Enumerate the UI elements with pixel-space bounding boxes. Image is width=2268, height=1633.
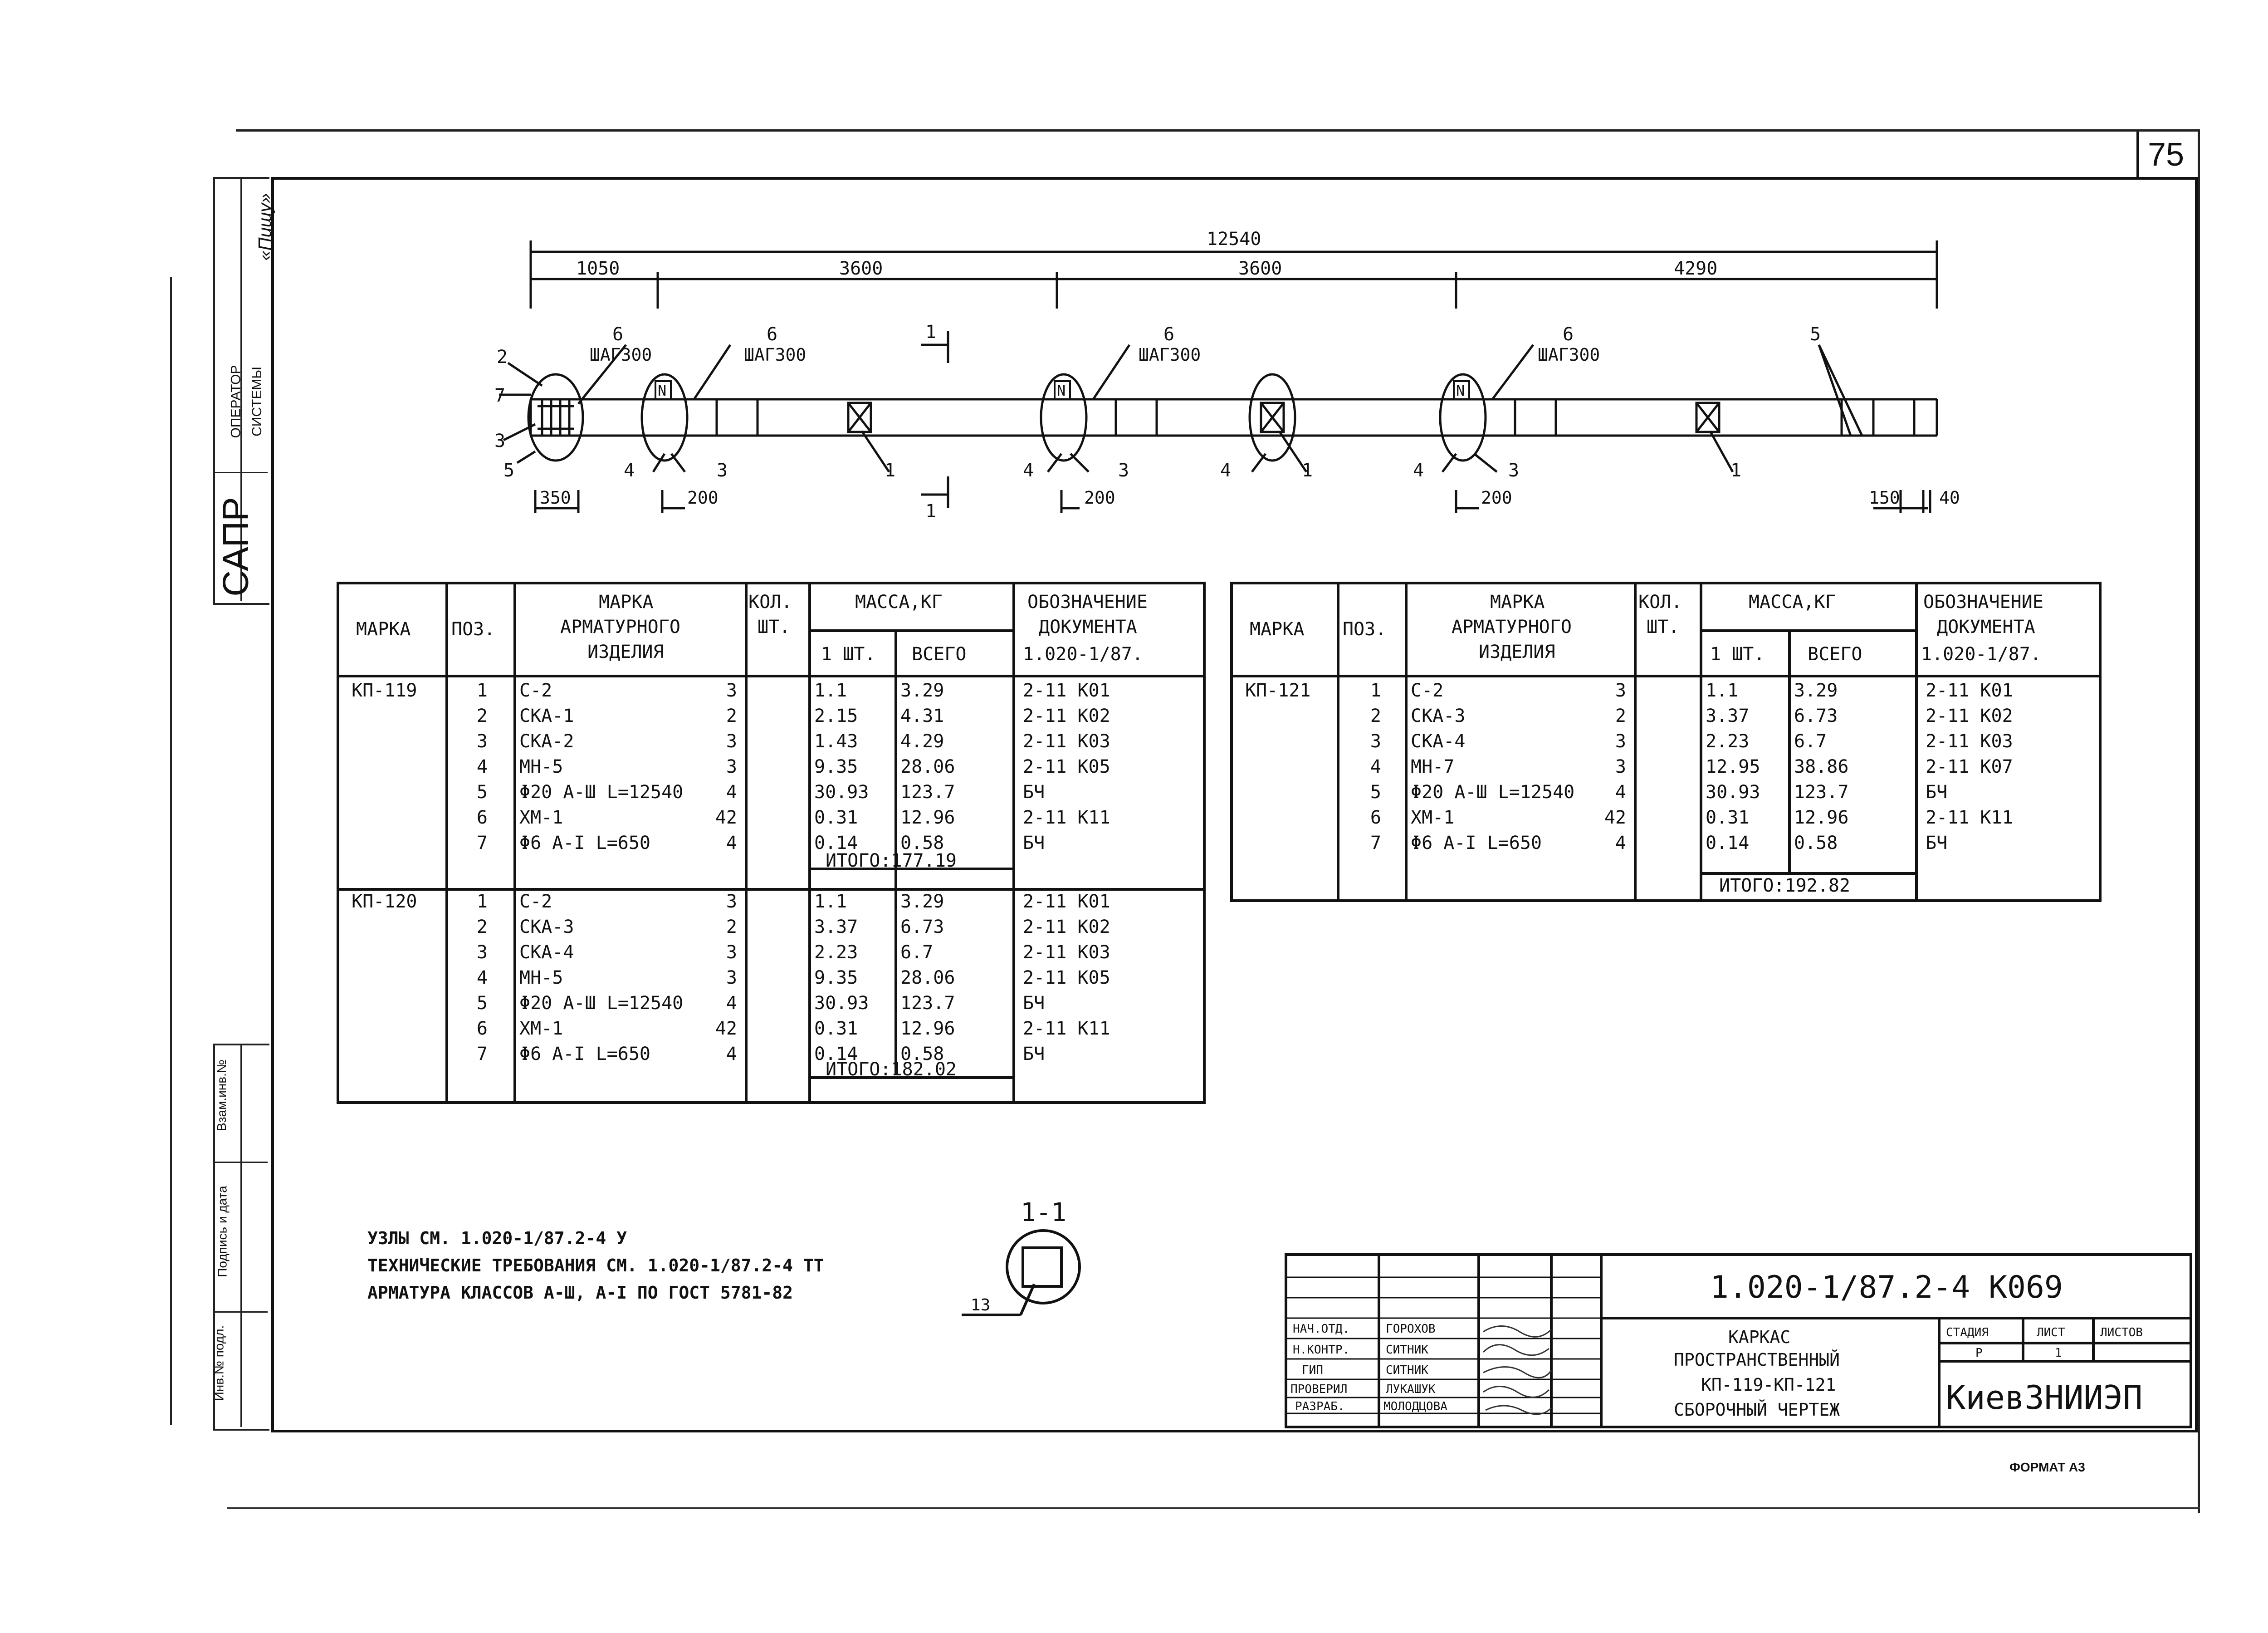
tb-name-line1: КАРКАС bbox=[1728, 1327, 1791, 1347]
dim-total: 12540 bbox=[1207, 229, 1261, 250]
hdr-massall-r: ВСЕГО bbox=[1808, 644, 1862, 665]
row-item: Φ6 А-I L=650 bbox=[519, 833, 650, 853]
dim-200-b: 200 bbox=[1084, 488, 1115, 508]
row-doc: 2-11 К02 bbox=[1023, 706, 1110, 726]
row-item: ХМ-1 bbox=[1411, 807, 1455, 828]
dim-3600-b: 3600 bbox=[1238, 258, 1282, 279]
side-stamp-operator: ОПЕРАТОР bbox=[228, 365, 244, 438]
row-mass-one: 30.93 bbox=[814, 782, 869, 803]
row-item: Φ20 А-Ш L=12540 bbox=[519, 993, 684, 1014]
row-mass-total: 12.96 bbox=[900, 807, 955, 828]
hdr-doc1-r: ОБОЗНАЧЕНИЕ bbox=[1923, 592, 2043, 613]
row-pos: 1 bbox=[476, 891, 488, 912]
tb-role-0: НАЧ.ОТД. bbox=[1293, 1322, 1350, 1336]
row-doc: БЧ bbox=[1023, 1044, 1045, 1064]
row-mass-one: 9.35 bbox=[814, 756, 858, 777]
hdr-qty2-r: ШТ. bbox=[1647, 617, 1680, 638]
row-pos: 6 bbox=[1370, 807, 1381, 828]
row-pos: 7 bbox=[476, 833, 488, 853]
side-stamp-podp: Подпись и дата bbox=[215, 1186, 230, 1277]
pos-1-c: 1 bbox=[1730, 460, 1742, 481]
section-mark-bottom: 1 bbox=[925, 501, 937, 522]
pos-1-b: 1 bbox=[1302, 460, 1313, 481]
row-mass-one: 1.1 bbox=[814, 891, 847, 912]
row-qty: 4 bbox=[1615, 833, 1626, 853]
sheet-number: 75 bbox=[2148, 137, 2185, 173]
hdr-massall-l: ВСЕГО bbox=[912, 644, 967, 665]
side-stamp-inv: Инв.№ подл. bbox=[212, 1325, 226, 1401]
row-mass-one: 0.14 bbox=[1706, 833, 1750, 853]
row-qty: 42 bbox=[715, 807, 737, 828]
row-qty: 42 bbox=[715, 1018, 737, 1039]
row-mass-total: 0.58 bbox=[1794, 833, 1838, 853]
row-qty: 3 bbox=[1615, 756, 1626, 777]
row-item: СКА-3 bbox=[519, 917, 574, 937]
tb-role-3: ПРОВЕРИЛ bbox=[1290, 1383, 1348, 1396]
row-qty: 42 bbox=[1604, 807, 1626, 828]
pos-6-d: 6 bbox=[1563, 324, 1574, 345]
row-doc: 2-11 К02 bbox=[1926, 706, 2013, 726]
hdr-item2-r: АРМАТУРНОГО bbox=[1452, 617, 1572, 638]
row-pos: 1 bbox=[476, 680, 488, 701]
dim-40: 40 bbox=[1939, 488, 1960, 508]
tb-stage: Р bbox=[1975, 1346, 1983, 1360]
row-mass-total: 28.06 bbox=[900, 967, 955, 988]
tb-name-0: ГОРОХОВ bbox=[1386, 1322, 1436, 1336]
tb-role-1: Н.КОНТР. bbox=[1293, 1343, 1350, 1357]
row-item: СКА-3 bbox=[1411, 706, 1466, 726]
row-qty: 3 bbox=[726, 942, 737, 963]
tb-name-1: СИТНИК bbox=[1386, 1343, 1428, 1357]
hdr-marka-r: МАРКА bbox=[1250, 619, 1305, 640]
row-doc: 2-11 К03 bbox=[1926, 731, 2013, 752]
row-mass-total: 123.7 bbox=[900, 782, 955, 803]
row-pos: 1 bbox=[1370, 680, 1381, 701]
block-marka: КП-121 bbox=[1245, 680, 1311, 701]
section-mark-top: 1 bbox=[925, 322, 937, 343]
row-pos: 4 bbox=[476, 756, 488, 777]
row-mass-one: 2.15 bbox=[814, 706, 858, 726]
note-line-3: АРМАТУРА КЛАССОВ А-Ш, А-I ПО ГОСТ 5781-82 bbox=[367, 1283, 793, 1303]
row-mass-total: 3.29 bbox=[900, 891, 944, 912]
pos-7: 7 bbox=[494, 385, 506, 406]
row-qty: 3 bbox=[726, 756, 737, 777]
row-qty: 3 bbox=[726, 967, 737, 988]
row-doc: 2-11 К11 bbox=[1023, 807, 1110, 828]
note-line-1: УЗЛЫ СМ. 1.020-1/87.2-4 У bbox=[367, 1228, 627, 1248]
row-item: ХМ-1 bbox=[519, 1018, 563, 1039]
row-mass-one: 2.23 bbox=[1706, 731, 1750, 752]
hdr-mass-r: МАССА,КГ bbox=[1749, 592, 1836, 613]
row-pos: 2 bbox=[476, 706, 488, 726]
hdr-doc2-r: ДОКУМЕНТА bbox=[1937, 617, 2035, 638]
hdr-mass1-r: 1 ШТ. bbox=[1710, 644, 1765, 665]
hdr-doc2-l: ДОКУМЕНТА bbox=[1039, 617, 1137, 638]
row-mass-total: 4.31 bbox=[900, 706, 944, 726]
row-qty: 4 bbox=[1615, 782, 1626, 803]
row-doc: 2-11 К03 bbox=[1023, 942, 1110, 963]
row-doc: БЧ bbox=[1023, 993, 1045, 1014]
note-line-2: ТЕХНИЧЕСКИЕ ТРЕБОВАНИЯ СМ. 1.020-1/87.2-4 ТТ bbox=[367, 1255, 824, 1275]
row-item: ХМ-1 bbox=[519, 807, 563, 828]
pos-1-a: 1 bbox=[885, 460, 896, 481]
pos-3-a: 3 bbox=[494, 431, 506, 451]
row-doc: БЧ bbox=[1023, 782, 1045, 803]
n-mark-c: N bbox=[1456, 382, 1465, 399]
row-mass-one: 0.31 bbox=[814, 1018, 858, 1039]
row-mass-total: 6.73 bbox=[900, 917, 944, 937]
row-pos: 6 bbox=[476, 1018, 488, 1039]
row-mass-one: 0.14 bbox=[814, 833, 858, 853]
row-pos: 5 bbox=[476, 782, 488, 803]
dim-4290: 4290 bbox=[1674, 258, 1718, 279]
row-item: С-2 bbox=[519, 891, 552, 912]
pos-3-d: 3 bbox=[1508, 460, 1520, 481]
dim-200-c: 200 bbox=[1481, 488, 1512, 508]
tb-code: 1.020-1/87.2-4 К069 bbox=[1710, 1270, 2063, 1305]
row-doc: 2-11 К01 bbox=[1023, 891, 1110, 912]
row-doc: БЧ bbox=[1926, 833, 1948, 853]
row-pos: 3 bbox=[1370, 731, 1381, 752]
row-qty: 3 bbox=[726, 680, 737, 701]
row-qty: 2 bbox=[726, 917, 737, 937]
n-mark-a: N bbox=[658, 382, 667, 399]
row-mass-one: 3.37 bbox=[1706, 706, 1750, 726]
pos-4-d: 4 bbox=[1413, 460, 1424, 481]
step-b: ШАГ300 bbox=[744, 345, 807, 365]
row-doc: 2-11 К11 bbox=[1023, 1018, 1110, 1039]
pos-3-c: 3 bbox=[1118, 460, 1129, 481]
tb-name-line4: СБОРОЧНЫЙ ЧЕРТЕЖ bbox=[1674, 1400, 1840, 1420]
row-doc: 2-11 К02 bbox=[1023, 917, 1110, 937]
sheet-bottom-line bbox=[227, 1507, 2200, 1509]
row-item: МН-7 bbox=[1411, 756, 1455, 777]
row-qty: 3 bbox=[726, 891, 737, 912]
pos-4-c: 4 bbox=[1220, 460, 1232, 481]
dim-3600-a: 3600 bbox=[839, 258, 883, 279]
row-pos: 2 bbox=[1370, 706, 1381, 726]
row-qty: 4 bbox=[726, 1044, 737, 1064]
row-item: С-2 bbox=[1411, 680, 1444, 701]
section-title: 1-1 bbox=[1021, 1198, 1067, 1227]
row-pos: 7 bbox=[1370, 833, 1381, 853]
row-doc: БЧ bbox=[1926, 782, 1948, 803]
row-mass-total: 28.06 bbox=[900, 756, 955, 777]
row-mass-total: 38.86 bbox=[1794, 756, 1849, 777]
n-mark-b: N bbox=[1057, 382, 1066, 399]
row-pos: 2 bbox=[476, 917, 488, 937]
hdr-item3-r: ИЗДЕЛИЯ bbox=[1479, 642, 1555, 662]
row-qty: 3 bbox=[1615, 731, 1626, 752]
dim-350: 350 bbox=[540, 488, 571, 508]
row-pos: 7 bbox=[476, 1044, 488, 1064]
step-c: ШАГ300 bbox=[1139, 345, 1201, 365]
tb-role-2: ГИП bbox=[1302, 1363, 1323, 1377]
row-mass-one: 0.31 bbox=[814, 807, 858, 828]
row-mass-total: 12.96 bbox=[1794, 807, 1849, 828]
row-pos: 4 bbox=[476, 967, 488, 988]
row-mass-total: 3.29 bbox=[1794, 680, 1838, 701]
hdr-item3-l: ИЗДЕЛИЯ bbox=[587, 642, 664, 662]
row-item: МН-5 bbox=[519, 967, 563, 988]
hdr-qty1-l: КОЛ. bbox=[748, 592, 792, 613]
pos-6-c: 6 bbox=[1163, 324, 1175, 345]
row-doc: 2-11 К07 bbox=[1926, 756, 2013, 777]
row-qty: 4 bbox=[726, 833, 737, 853]
tb-name-line2: ПРОСТРАНСТВЕННЫЙ bbox=[1674, 1350, 1840, 1370]
row-item: Φ20 А-Ш L=12540 bbox=[519, 782, 684, 803]
block-total: ИТОГО:182.02 bbox=[826, 1059, 957, 1080]
tb-name-2: СИТНИК bbox=[1386, 1363, 1428, 1377]
hdr-doc1-l: ОБОЗНАЧЕНИЕ bbox=[1027, 592, 1148, 613]
row-mass-one: 1.1 bbox=[1706, 680, 1739, 701]
row-mass-one: 1.43 bbox=[814, 731, 858, 752]
row-qty: 3 bbox=[1615, 680, 1626, 701]
row-item: СКА-4 bbox=[1411, 731, 1466, 752]
row-qty: 2 bbox=[1615, 706, 1626, 726]
row-mass-one: 30.93 bbox=[1706, 782, 1760, 803]
row-item: Φ6 А-I L=650 bbox=[1411, 833, 1542, 853]
side-stamp-system: СИСТЕМЫ bbox=[249, 367, 264, 436]
row-mass-total: 12.96 bbox=[900, 1018, 955, 1039]
hdr-item1-r: МАРКА bbox=[1490, 592, 1545, 613]
hdr-qty1-r: КОЛ. bbox=[1638, 592, 1682, 613]
tb-role-4: РАЗРАБ. bbox=[1295, 1400, 1345, 1413]
pos-5-b: 5 bbox=[1810, 324, 1821, 345]
block-total: ИТОГО:177.19 bbox=[826, 850, 957, 871]
side-stamp-signature: «Пишу» bbox=[255, 193, 275, 261]
row-mass-one: 0.31 bbox=[1706, 807, 1750, 828]
hdr-marka-l: МАРКА bbox=[356, 619, 411, 640]
row-item: МН-5 bbox=[519, 756, 563, 777]
hdr-item2-l: АРМАТУРНОГО bbox=[560, 617, 680, 638]
row-pos: 5 bbox=[476, 993, 488, 1014]
block-marka: КП-119 bbox=[352, 680, 417, 701]
row-mass-total: 6.7 bbox=[900, 942, 934, 963]
hdr-qty2-l: ШТ. bbox=[758, 617, 791, 638]
row-item: СКА-4 bbox=[519, 942, 574, 963]
row-doc: 2-11 К03 bbox=[1023, 731, 1110, 752]
row-mass-total: 123.7 bbox=[1794, 782, 1849, 803]
tb-name-line3: КП-119-КП-121 bbox=[1701, 1375, 1836, 1395]
row-pos: 6 bbox=[476, 807, 488, 828]
section-label: 13 bbox=[971, 1296, 991, 1314]
sheet-format: ФОРМАТ А3 bbox=[2009, 1460, 2085, 1474]
tb-name-4: МОЛОДЦОВА bbox=[1383, 1400, 1447, 1413]
row-item: Φ20 А-Ш L=12540 bbox=[1411, 782, 1575, 803]
row-qty: 4 bbox=[726, 782, 737, 803]
row-qty: 3 bbox=[726, 731, 737, 752]
row-pos: 4 bbox=[1370, 756, 1381, 777]
row-doc: 2-11 К01 bbox=[1926, 680, 2013, 701]
dim-1050: 1050 bbox=[576, 258, 620, 279]
row-mass-one: 3.37 bbox=[814, 917, 858, 937]
row-mass-total: 4.29 bbox=[900, 731, 944, 752]
row-doc: 2-11 К05 bbox=[1023, 967, 1110, 988]
row-mass-one: 2.23 bbox=[814, 942, 858, 963]
block-total: ИТОГО:192.82 bbox=[1719, 875, 1850, 896]
pos-4-b: 4 bbox=[1023, 460, 1034, 481]
row-doc: 2-11 К05 bbox=[1023, 756, 1110, 777]
tb-sheet-h: ЛИСТ bbox=[2037, 1326, 2065, 1339]
tb-sheet: 1 bbox=[2055, 1346, 2062, 1360]
row-mass-one: 1.1 bbox=[814, 680, 847, 701]
hdr-mass1-l: 1 ШТ. bbox=[821, 644, 876, 665]
pos-3-b: 3 bbox=[717, 460, 728, 481]
pos-2: 2 bbox=[497, 347, 508, 368]
row-item: СКА-2 bbox=[519, 731, 574, 752]
row-mass-one: 12.95 bbox=[1706, 756, 1760, 777]
side-stamp-vzam: Взам.инв.№ bbox=[214, 1059, 229, 1131]
hdr-mass-l: МАССА,КГ bbox=[855, 592, 943, 613]
row-mass-total: 0.58 bbox=[900, 1044, 944, 1064]
row-mass-total: 3.29 bbox=[900, 680, 944, 701]
row-mass-total: 0.58 bbox=[900, 833, 944, 853]
pos-6-b: 6 bbox=[767, 324, 778, 345]
block-marka: КП-120 bbox=[352, 891, 417, 912]
hdr-item1-l: МАРКА bbox=[599, 592, 654, 613]
row-pos: 3 bbox=[476, 731, 488, 752]
row-pos: 3 bbox=[476, 942, 488, 963]
row-doc: БЧ bbox=[1023, 833, 1045, 853]
dim-150: 150 bbox=[1869, 488, 1900, 508]
row-qty: 2 bbox=[726, 706, 737, 726]
step-d: ШАГ300 bbox=[1538, 345, 1600, 365]
row-mass-one: 9.35 bbox=[814, 967, 858, 988]
tb-name-3: ЛУКАШУК bbox=[1386, 1383, 1436, 1396]
row-mass-total: 6.7 bbox=[1794, 731, 1827, 752]
pos-6-a: 6 bbox=[612, 324, 624, 345]
row-qty: 4 bbox=[726, 993, 737, 1014]
pos-5-a: 5 bbox=[503, 460, 515, 481]
hdr-doc3-l: 1.020-1/87. bbox=[1023, 644, 1143, 665]
row-mass-one: 30.93 bbox=[814, 993, 869, 1014]
row-item: С-2 bbox=[519, 680, 552, 701]
hdr-pos-l: ПОЗ. bbox=[451, 619, 495, 640]
row-mass-total: 6.73 bbox=[1794, 706, 1838, 726]
tb-org: КиевЗНИИЭП bbox=[1946, 1378, 2143, 1417]
row-mass-total: 123.7 bbox=[900, 993, 955, 1014]
row-pos: 5 bbox=[1370, 782, 1381, 803]
step-a: ШАГ300 bbox=[590, 345, 652, 365]
side-stamp-sapr: САПР bbox=[215, 497, 256, 597]
tb-stage-h: СТАДИЯ bbox=[1946, 1326, 1989, 1339]
hdr-doc3-r: 1.020-1/87. bbox=[1921, 644, 2041, 665]
row-doc: 2-11 К01 bbox=[1023, 680, 1110, 701]
tb-sheets-h: ЛИСТОВ bbox=[2100, 1326, 2143, 1339]
dim-200-a: 200 bbox=[687, 488, 719, 508]
row-item: СКА-1 bbox=[519, 706, 574, 726]
pos-4-a: 4 bbox=[624, 460, 635, 481]
row-item: Φ6 А-I L=650 bbox=[519, 1044, 650, 1064]
hdr-pos-r: ПОЗ. bbox=[1343, 619, 1387, 640]
row-mass-one: 0.14 bbox=[814, 1044, 858, 1064]
row-doc: 2-11 К11 bbox=[1926, 807, 2013, 828]
